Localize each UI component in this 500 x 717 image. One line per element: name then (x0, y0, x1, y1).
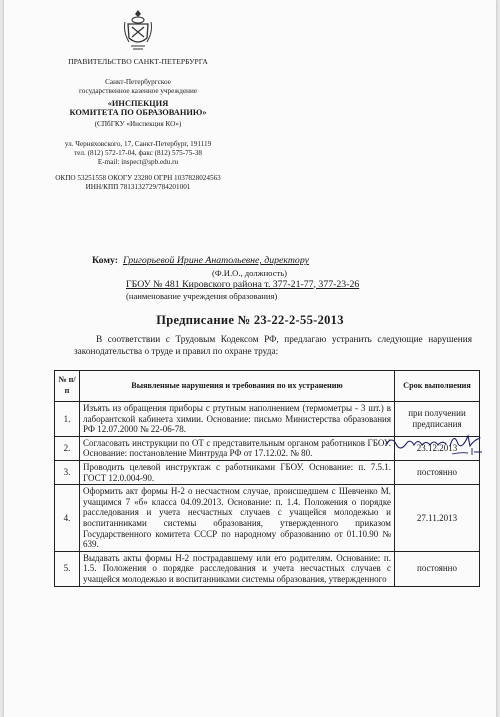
recipient-name-caption: (Ф.И.О., должность) (212, 267, 288, 278)
org-short-name: (СПбГКУ «Инспекция КО») (94, 120, 182, 128)
org-codes-1: ОКПО 53251558 ОКОГУ 23280 ОГРН 1037828024563 (55, 174, 221, 182)
row-text: Проводить целевой инструктаж с работниками ГБОУ. Основание: п. 7.5.1. ГОСТ 12.0.004-90. (80, 460, 395, 484)
table-row (55, 551, 480, 586)
document-title: Предписание № 23-22-2-55-2013 (156, 313, 344, 327)
row-number: 5. (55, 551, 80, 586)
row-deadline: 27.11.2013 (395, 485, 480, 552)
org-line-1: Санкт-Петербургское (105, 78, 171, 86)
column-header-number: № п/п (55, 371, 80, 402)
org-line-2: государственное казенное учреждение (78, 87, 198, 95)
recipient-block (92, 254, 492, 301)
violations-table (54, 370, 480, 587)
row-deadline: постоянно (395, 460, 480, 484)
table-row (55, 460, 480, 484)
table-header-row (55, 371, 480, 402)
coat-of-arms-icon (123, 8, 153, 52)
row-number: 4. (55, 485, 80, 552)
handwritten-signature (384, 428, 484, 458)
document-page (4, 0, 496, 717)
column-header-deadline: Срок выполнения (395, 371, 480, 402)
row-text: Согласовать инструкции по ОТ с представительным органом работников ГБОУ. Основание: постановление Минтруда РФ от 17.12.02. № 80. (80, 436, 395, 460)
org-name-1: «ИНСПЕКЦИЯ (107, 99, 169, 108)
table-row (55, 485, 480, 552)
org-address: ул. Черняховского, 17, Санкт-Петербург, 191119 (64, 140, 212, 148)
org-phone: тел. (812) 572-17-04, факс (812) 575-75-38 (74, 149, 202, 157)
row-deadline: при получении предписания (395, 402, 480, 437)
row-text: Оформить акт формы Н-2 о несчастном случае, происшедшем с Шевченко М. учащимся 7 «б» класса 04.09.2013. Основание: п. 1.4. Положения о порядке расследования и учета несчастных случаев с учащейся молодежью и воспитанниками системы образования, утвержденного приказом Государственного комитета СССР по народному образованию от 01.10.90 № 639. (80, 485, 395, 552)
row-number: 1. (55, 402, 80, 437)
row-deadline: 23.12.2013 (395, 436, 480, 460)
column-header-violations: Выявленные нарушения и требования по их устранению (80, 371, 395, 402)
row-number: 3. (55, 460, 80, 484)
org-codes-2: ИНН/КПП 7813132729/784201001 (85, 183, 191, 191)
recipient-school: ГБОУ № 481 Кировского района т. 377-21-77, 377-23-26 (126, 278, 360, 290)
row-text: Выдавать акты формы Н-2 пострадавшему или его родителям. Основание: п. 1.5. Положения о порядке расследования и учета несчастных случаев с учащейся молодежью и воспитанниками системы образования, утвержденного (80, 551, 395, 586)
recipient-label: Кому: (92, 255, 119, 266)
row-deadline: постоянно (395, 551, 480, 586)
recipient-name: Григорьевой Ирине Анатольевне, директору (122, 255, 309, 266)
row-text: Изъять из обращения приборы с ртутным наполнением (термометры - 3 шт.) в лаборантской кабинета химии. Основание: письмо Министерства образования РФ 12.07.2000 № 22-06-78. (80, 402, 395, 437)
intro-paragraph: В соответствии с Трудовым Кодексом РФ, предлагаю устранить следующие нарушения законодательства о труде и правил по охране труда: (74, 335, 472, 357)
government-name: ПРАВИТЕЛЬСТВО САНКТ-ПЕТЕРБУРГА (68, 57, 208, 66)
recipient-school-caption: (наименование учреждения образования) (126, 291, 278, 301)
row-number: 2. (55, 436, 80, 460)
org-name-2: КОМИТЕТА ПО ОБРАЗОВАНИЮ» (69, 108, 207, 117)
org-email: E-mail: inspect@spb.edu.ru (97, 158, 179, 166)
